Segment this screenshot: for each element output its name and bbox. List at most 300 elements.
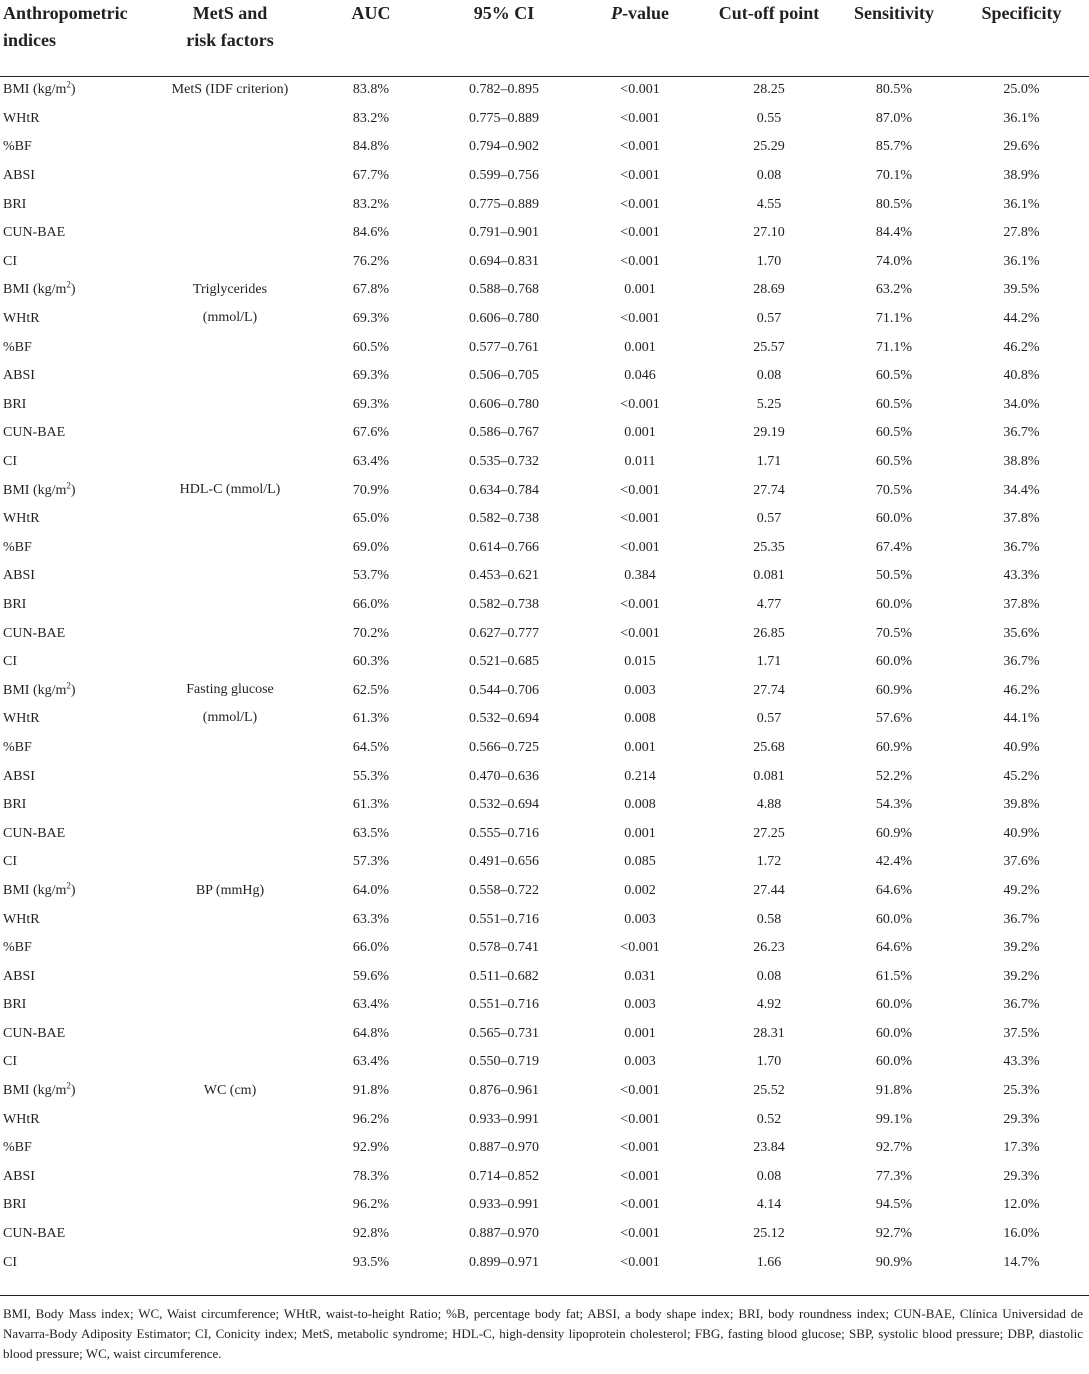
sens-cell: 60.5% xyxy=(875,368,913,384)
sens-cell: 50.5% xyxy=(875,568,913,584)
sens-cell: 84.4% xyxy=(875,225,913,241)
ci-cell: 0.532–0.694 xyxy=(469,797,539,813)
cut-cell: 0.55 xyxy=(756,110,782,126)
sens-cell: 94.5% xyxy=(875,1197,913,1213)
ci-cell: 0.555–0.716 xyxy=(469,825,539,841)
ci-cell: 0.565–0.731 xyxy=(469,1025,539,1041)
ci-cell: 0.551–0.716 xyxy=(469,997,539,1013)
auc-cell: 67.6% xyxy=(352,425,390,441)
cut-cell: 25.52 xyxy=(753,1083,785,1099)
ci-cell: 0.506–0.705 xyxy=(469,368,539,384)
auc-cell: 76.2% xyxy=(352,253,390,269)
ci-cell: 0.599–0.756 xyxy=(469,168,539,184)
cut-cell: 1.66 xyxy=(756,1254,782,1270)
p-cell: 0.031 xyxy=(624,968,656,984)
cut-cell: 1.71 xyxy=(756,454,782,470)
p-cell: <0.001 xyxy=(620,1254,660,1270)
spec-cell: 29.3% xyxy=(1003,1168,1040,1184)
ci-cell: 0.551–0.716 xyxy=(469,911,539,927)
p-cell: <0.001 xyxy=(620,168,660,184)
index-cell: ABSI xyxy=(3,1168,35,1184)
cut-cell: 0.08 xyxy=(756,168,782,184)
table-row xyxy=(0,476,1089,505)
cut-cell: 27.74 xyxy=(753,482,785,498)
risk-factor-cell: Triglycerides (mmol/L) xyxy=(192,282,268,326)
index-cell: CI xyxy=(3,1254,17,1270)
sens-cell: 60.5% xyxy=(875,454,913,470)
cut-cell: 4.88 xyxy=(756,797,782,813)
index-cell: BRI xyxy=(3,997,27,1013)
index-cell: BMI $(kg/m^2)$ xyxy=(3,1080,76,1099)
p-cell: <0.001 xyxy=(620,82,660,98)
sens-cell: 60.5% xyxy=(875,396,913,412)
spec-cell: 49.2% xyxy=(1003,882,1040,898)
cut-cell: 28.31 xyxy=(753,1025,785,1041)
sens-cell: 54.3% xyxy=(875,797,913,813)
risk-factor-cell: HDL-C (mmol/L) xyxy=(179,482,281,498)
sens-cell: 60.0% xyxy=(875,596,913,612)
cut-cell: 27.74 xyxy=(753,682,785,698)
spec-cell: 36.7% xyxy=(1003,911,1040,927)
auc-cell: 63.3% xyxy=(352,911,390,927)
spec-cell: 39.2% xyxy=(1003,940,1040,956)
sens-cell: 92.7% xyxy=(875,1140,913,1156)
sens-cell: 60.0% xyxy=(875,911,913,927)
cut-cell: 4.14 xyxy=(756,1197,782,1213)
spec-cell: 14.7% xyxy=(1003,1254,1040,1270)
spec-cell: 34.0% xyxy=(1003,396,1040,412)
ci-cell: 0.775–0.889 xyxy=(469,110,539,126)
sens-cell: 91.8% xyxy=(875,1083,913,1099)
header-rule xyxy=(0,76,1089,77)
ci-cell: 0.535–0.732 xyxy=(469,454,539,470)
spec-cell: 45.2% xyxy=(1003,768,1040,784)
table-row xyxy=(0,276,1089,305)
index-cell: WHtR xyxy=(3,711,40,727)
cut-cell: 0.08 xyxy=(756,1168,782,1184)
cut-cell: 4.92 xyxy=(756,997,782,1013)
ci-cell: 0.544–0.706 xyxy=(469,682,539,698)
index-cell: WHtR xyxy=(3,311,40,327)
auc-cell: 92.9% xyxy=(352,1140,390,1156)
cut-cell: 26.23 xyxy=(753,940,785,956)
p-cell: <0.001 xyxy=(620,110,660,126)
p-cell: <0.001 xyxy=(620,596,660,612)
spec-cell: 46.2% xyxy=(1003,682,1040,698)
p-cell: <0.001 xyxy=(620,196,660,212)
index-cell: CUN-BAE xyxy=(3,625,66,641)
auc-cell: 69.3% xyxy=(352,311,390,327)
sens-cell: 70.5% xyxy=(875,625,913,641)
spec-cell: 43.3% xyxy=(1003,568,1040,584)
p-cell: 0.008 xyxy=(624,797,656,813)
column-header-1: MetS and risk factors xyxy=(186,3,274,50)
sens-cell: 90.9% xyxy=(875,1254,913,1270)
auc-cell: 83.8% xyxy=(352,82,390,98)
auc-cell: 59.6% xyxy=(352,968,390,984)
cut-cell: 25.35 xyxy=(753,539,785,555)
sens-cell: 60.9% xyxy=(875,682,913,698)
auc-cell: 69.3% xyxy=(352,396,390,412)
cut-cell: 26.85 xyxy=(753,625,785,641)
spec-cell: 17.3% xyxy=(1003,1140,1040,1156)
p-cell: <0.001 xyxy=(620,1226,660,1242)
footnote: BMI, Body Mass index; WC, Waist circumference; WHtR, waist-to-height Ratio; %B, percentage body fat; ABSI, a body shape index; BRI, body roundness index; CUN-BAE, Clínica Universidad de Navarra-Body Adiposity Estimator; CI, Conicity index; MetS, metabolic syndrome; HDL-C, high-density lipoprotein cholesterol; FBG, fasting blood glucose; SBP, systolic blood pressure; DBP, diastolic blood pressure; WC, waist circumference. xyxy=(3,1306,1083,1361)
auc-cell: 55.3% xyxy=(352,768,390,784)
ci-cell: 0.933–0.991 xyxy=(469,1111,539,1127)
risk-factor-cell: WC (cm) xyxy=(203,1082,257,1098)
index-cell: ABSI xyxy=(3,368,35,384)
p-cell: 0.011 xyxy=(624,454,656,470)
cut-cell: 0.081 xyxy=(753,768,785,784)
sens-cell: 77.3% xyxy=(875,1168,913,1184)
sens-cell: 85.7% xyxy=(875,139,913,155)
auc-cell: 64.0% xyxy=(352,882,390,898)
sens-cell: 57.6% xyxy=(875,711,913,727)
spec-cell: 43.3% xyxy=(1003,1054,1040,1070)
index-cell: WHtR xyxy=(3,1111,40,1127)
index-cell: BRI xyxy=(3,1197,27,1213)
cut-cell: 25.12 xyxy=(753,1226,785,1242)
cut-cell: 5.25 xyxy=(756,396,782,412)
spec-cell: 36.7% xyxy=(1003,997,1040,1013)
spec-cell: 36.7% xyxy=(1003,425,1040,441)
spec-cell: 36.1% xyxy=(1003,110,1040,126)
spec-cell: 36.1% xyxy=(1003,253,1040,269)
sens-cell: 60.0% xyxy=(875,654,913,670)
index-cell: CUN-BAE xyxy=(3,1226,66,1242)
spec-cell: 29.6% xyxy=(1003,139,1040,155)
p-cell: 0.003 xyxy=(624,682,656,698)
risk-factor-cell: MetS (IDF criterion) xyxy=(171,82,289,97)
ci-cell: 0.627–0.777 xyxy=(469,625,539,641)
spec-cell: 37.5% xyxy=(1003,1025,1040,1041)
column-header-5: Cut-off point xyxy=(718,3,820,23)
cut-cell: 29.19 xyxy=(753,425,785,441)
index-cell: %BF xyxy=(3,539,32,555)
spec-cell: 37.8% xyxy=(1003,596,1040,612)
index-cell: %BF xyxy=(3,1140,32,1156)
p-cell: <0.001 xyxy=(620,139,660,155)
spec-cell: 36.7% xyxy=(1003,654,1040,670)
index-cell: BRI xyxy=(3,797,27,813)
ci-cell: 0.550–0.719 xyxy=(469,1054,539,1070)
auc-cell: 67.7% xyxy=(352,168,390,184)
ci-cell: 0.566–0.725 xyxy=(469,739,539,755)
cut-cell: 25.57 xyxy=(753,339,785,355)
p-cell: 0.214 xyxy=(624,768,656,784)
sens-cell: 64.6% xyxy=(875,882,913,898)
auc-cell: 96.2% xyxy=(352,1197,390,1213)
p-cell: <0.001 xyxy=(620,225,660,241)
cut-cell: 27.10 xyxy=(753,225,785,241)
ci-cell: 0.577–0.761 xyxy=(469,339,539,355)
index-cell: CI xyxy=(3,454,17,470)
auc-cell: 66.0% xyxy=(352,940,390,956)
column-header-3: 95% CI xyxy=(473,3,535,23)
sens-cell: 60.9% xyxy=(875,739,913,755)
ci-cell: 0.887–0.970 xyxy=(469,1140,539,1156)
auc-cell: 57.3% xyxy=(352,854,390,870)
index-cell: CUN-BAE xyxy=(3,1025,66,1041)
spec-cell: 36.7% xyxy=(1003,539,1040,555)
auc-cell: 64.5% xyxy=(352,739,390,755)
p-cell: <0.001 xyxy=(620,1083,660,1099)
spec-cell: 34.4% xyxy=(1003,482,1040,498)
cut-cell: 0.58 xyxy=(756,911,782,927)
cut-cell: 28.25 xyxy=(753,82,785,98)
ci-cell: 0.876–0.961 xyxy=(469,1083,539,1099)
sens-cell: 60.0% xyxy=(875,1054,913,1070)
spec-cell: 37.8% xyxy=(1003,511,1040,527)
ci-cell: 0.586–0.767 xyxy=(469,425,539,441)
p-cell: <0.001 xyxy=(620,539,660,555)
p-cell: 0.001 xyxy=(624,739,656,755)
cut-cell: 1.70 xyxy=(756,253,782,269)
table-body xyxy=(0,76,1089,1277)
p-cell: <0.001 xyxy=(620,940,660,956)
column-header-4: P-value xyxy=(611,3,669,23)
sens-cell: 52.2% xyxy=(875,768,913,784)
bottom-rule xyxy=(0,1295,1089,1296)
index-cell: BRI xyxy=(3,596,27,612)
cut-cell: 1.71 xyxy=(756,654,782,670)
p-cell: 0.384 xyxy=(624,568,656,584)
sens-cell: 92.7% xyxy=(875,1226,913,1242)
spec-cell: 46.2% xyxy=(1003,339,1040,355)
spec-cell: 44.2% xyxy=(1003,311,1040,327)
index-cell: CUN-BAE xyxy=(3,425,66,441)
cut-cell: 4.55 xyxy=(756,196,782,212)
index-cell: %BF xyxy=(3,339,32,355)
sens-cell: 60.0% xyxy=(875,511,913,527)
p-cell: 0.015 xyxy=(624,654,656,670)
sens-cell: 70.1% xyxy=(875,168,913,184)
ci-cell: 0.634–0.784 xyxy=(469,482,539,498)
index-cell: ABSI xyxy=(3,768,35,784)
sens-cell: 60.0% xyxy=(875,1025,913,1041)
auc-cell: 92.8% xyxy=(352,1226,390,1242)
auc-cell: 93.5% xyxy=(352,1254,390,1270)
cut-cell: 25.29 xyxy=(753,139,785,155)
cut-cell: 0.08 xyxy=(756,968,782,984)
p-cell: 0.003 xyxy=(624,911,656,927)
spec-cell: 29.3% xyxy=(1003,1111,1040,1127)
sens-cell: 71.1% xyxy=(875,311,913,327)
auc-cell: 69.3% xyxy=(352,368,390,384)
index-cell: BRI xyxy=(3,396,27,412)
auc-cell: 69.0% xyxy=(352,539,390,555)
cut-cell: 25.68 xyxy=(753,739,785,755)
sens-cell: 60.9% xyxy=(875,825,913,841)
spec-cell: 44.1% xyxy=(1003,711,1040,727)
ci-cell: 0.714–0.852 xyxy=(469,1168,539,1184)
p-cell: 0.008 xyxy=(624,711,656,727)
ci-cell: 0.794–0.902 xyxy=(469,139,539,155)
spec-cell: 35.6% xyxy=(1003,625,1040,641)
auc-cell: 62.5% xyxy=(352,682,390,698)
p-cell: <0.001 xyxy=(620,482,660,498)
p-cell: <0.001 xyxy=(620,311,660,327)
ci-cell: 0.782–0.895 xyxy=(469,82,539,98)
sens-cell: 63.2% xyxy=(875,282,913,298)
ci-cell: 0.470–0.636 xyxy=(469,768,539,784)
index-cell: CI xyxy=(3,253,17,269)
cut-cell: 23.84 xyxy=(753,1140,785,1156)
sens-cell: 42.4% xyxy=(875,854,913,870)
index-cell: BMI $(kg/m^2)$ xyxy=(3,279,76,298)
index-cell: WHtR xyxy=(3,511,40,527)
auc-cell: 91.8% xyxy=(352,1083,390,1099)
p-cell: <0.001 xyxy=(620,1168,660,1184)
risk-factor-cell: Fasting glucose (mmol/L) xyxy=(186,682,274,726)
index-cell: BMI $(kg/m^2)$ xyxy=(3,680,76,698)
index-cell: %BF xyxy=(3,739,32,755)
sens-cell: 80.5% xyxy=(875,196,913,212)
ci-cell: 0.511–0.682 xyxy=(469,968,539,984)
cut-cell: 0.57 xyxy=(756,311,782,327)
sens-cell: 67.4% xyxy=(875,539,913,555)
sens-cell: 60.0% xyxy=(875,997,913,1013)
sens-cell: 70.5% xyxy=(875,482,913,498)
ci-cell: 0.453–0.621 xyxy=(469,568,539,584)
spec-cell: 36.1% xyxy=(1003,196,1040,212)
index-cell: %BF xyxy=(3,139,32,155)
cut-cell: 0.57 xyxy=(756,711,782,727)
sens-cell: 71.1% xyxy=(875,339,913,355)
index-cell: WHtR xyxy=(3,110,40,126)
risk-factor-cell: BP (mmHg) xyxy=(195,882,265,898)
ci-cell: 0.582–0.738 xyxy=(469,511,539,527)
index-cell: CUN-BAE xyxy=(3,825,66,841)
p-cell: <0.001 xyxy=(620,1197,660,1213)
auc-cell: 66.0% xyxy=(352,596,390,612)
cut-cell: 0.57 xyxy=(756,511,782,527)
ci-cell: 0.532–0.694 xyxy=(469,711,539,727)
spec-cell: 40.9% xyxy=(1003,825,1040,841)
column-header-0: Anthropometric indices xyxy=(3,3,128,50)
cut-cell: 0.52 xyxy=(756,1111,782,1127)
table-row xyxy=(0,76,1089,105)
auc-cell: 84.8% xyxy=(352,139,390,155)
table-row xyxy=(0,877,1089,906)
auc-cell: 83.2% xyxy=(352,196,390,212)
spec-cell: 39.5% xyxy=(1003,282,1040,298)
column-header-7: Specificity xyxy=(981,3,1062,23)
spec-cell: 40.8% xyxy=(1003,368,1040,384)
p-cell: 0.003 xyxy=(624,997,656,1013)
p-cell: <0.001 xyxy=(620,253,660,269)
spec-cell: 40.9% xyxy=(1003,739,1040,755)
index-cell: BMI $(kg/m^2)$ xyxy=(3,79,76,98)
spec-cell: 38.8% xyxy=(1003,454,1040,470)
auc-cell: 63.4% xyxy=(352,1054,390,1070)
cut-cell: 4.77 xyxy=(756,596,782,612)
sens-cell: 60.5% xyxy=(875,425,913,441)
p-cell: <0.001 xyxy=(620,1111,660,1127)
p-cell: 0.002 xyxy=(624,882,656,898)
auc-cell: 70.9% xyxy=(352,482,390,498)
ci-cell: 0.558–0.722 xyxy=(469,882,539,898)
auc-cell: 64.8% xyxy=(352,1025,390,1041)
p-cell: 0.003 xyxy=(624,1054,656,1070)
sens-cell: 74.0% xyxy=(875,253,913,269)
spec-cell: 38.9% xyxy=(1003,168,1040,184)
p-cell: 0.001 xyxy=(624,282,656,298)
index-cell: BMI $(kg/m^2)$ xyxy=(3,479,76,498)
p-cell: <0.001 xyxy=(620,511,660,527)
auc-cell: 63.5% xyxy=(352,825,390,841)
auc-cell: 96.2% xyxy=(352,1111,390,1127)
ci-cell: 0.606–0.780 xyxy=(469,396,539,412)
auc-cell: 53.7% xyxy=(352,568,390,584)
cut-cell: 0.08 xyxy=(756,368,782,384)
index-cell: CI xyxy=(3,654,17,670)
sens-cell: 99.1% xyxy=(875,1111,913,1127)
ci-cell: 0.578–0.741 xyxy=(469,940,539,956)
ci-cell: 0.606–0.780 xyxy=(469,311,539,327)
auc-cell: 60.3% xyxy=(352,654,390,670)
p-cell: 0.001 xyxy=(624,1025,656,1041)
index-cell: CUN-BAE xyxy=(3,225,66,241)
index-cell: %BF xyxy=(3,940,32,956)
ci-cell: 0.582–0.738 xyxy=(469,596,539,612)
sens-cell: 64.6% xyxy=(875,940,913,956)
p-cell: <0.001 xyxy=(620,625,660,641)
spec-cell: 25.0% xyxy=(1003,82,1040,98)
ci-cell: 0.899–0.971 xyxy=(469,1254,539,1270)
auc-cell: 61.3% xyxy=(352,797,390,813)
auc-cell: 84.6% xyxy=(352,225,390,241)
spec-cell: 37.6% xyxy=(1003,854,1040,870)
ci-cell: 0.775–0.889 xyxy=(469,196,539,212)
index-cell: ABSI xyxy=(3,568,35,584)
spec-cell: 12.0% xyxy=(1003,1197,1040,1213)
cut-cell: 28.69 xyxy=(753,282,785,298)
ci-cell: 0.614–0.766 xyxy=(469,539,539,555)
ci-cell: 0.491–0.656 xyxy=(469,854,539,870)
p-cell: 0.001 xyxy=(624,425,656,441)
table-header xyxy=(0,0,1089,76)
ci-cell: 0.933–0.991 xyxy=(469,1197,539,1213)
index-cell: BMI $(kg/m^2)$ xyxy=(3,880,76,898)
ci-cell: 0.887–0.970 xyxy=(469,1226,539,1242)
spec-cell: 25.3% xyxy=(1003,1083,1040,1099)
auc-cell: 61.3% xyxy=(352,711,390,727)
ci-cell: 0.588–0.768 xyxy=(469,282,539,298)
table-row xyxy=(0,676,1089,705)
index-cell: WHtR xyxy=(3,911,40,927)
auc-cell: 67.8% xyxy=(352,282,390,298)
auc-cell: 70.2% xyxy=(352,625,390,641)
index-cell: BRI xyxy=(3,196,27,212)
auc-cell: 78.3% xyxy=(352,1168,390,1184)
cut-cell: 27.44 xyxy=(753,882,785,898)
sens-cell: 61.5% xyxy=(875,968,913,984)
p-cell: <0.001 xyxy=(620,396,660,412)
auc-cell: 60.5% xyxy=(352,339,390,355)
ci-cell: 0.791–0.901 xyxy=(469,225,539,241)
spec-cell: 27.8% xyxy=(1003,225,1040,241)
auc-cell: 63.4% xyxy=(352,997,390,1013)
index-cell: CI xyxy=(3,1054,17,1070)
column-header-6: Sensitivity xyxy=(853,3,934,23)
sens-cell: 87.0% xyxy=(875,110,913,126)
index-cell: ABSI xyxy=(3,968,35,984)
column-header-2: AUC xyxy=(351,3,391,23)
index-cell: CI xyxy=(3,854,17,870)
p-cell: <0.001 xyxy=(620,1140,660,1156)
